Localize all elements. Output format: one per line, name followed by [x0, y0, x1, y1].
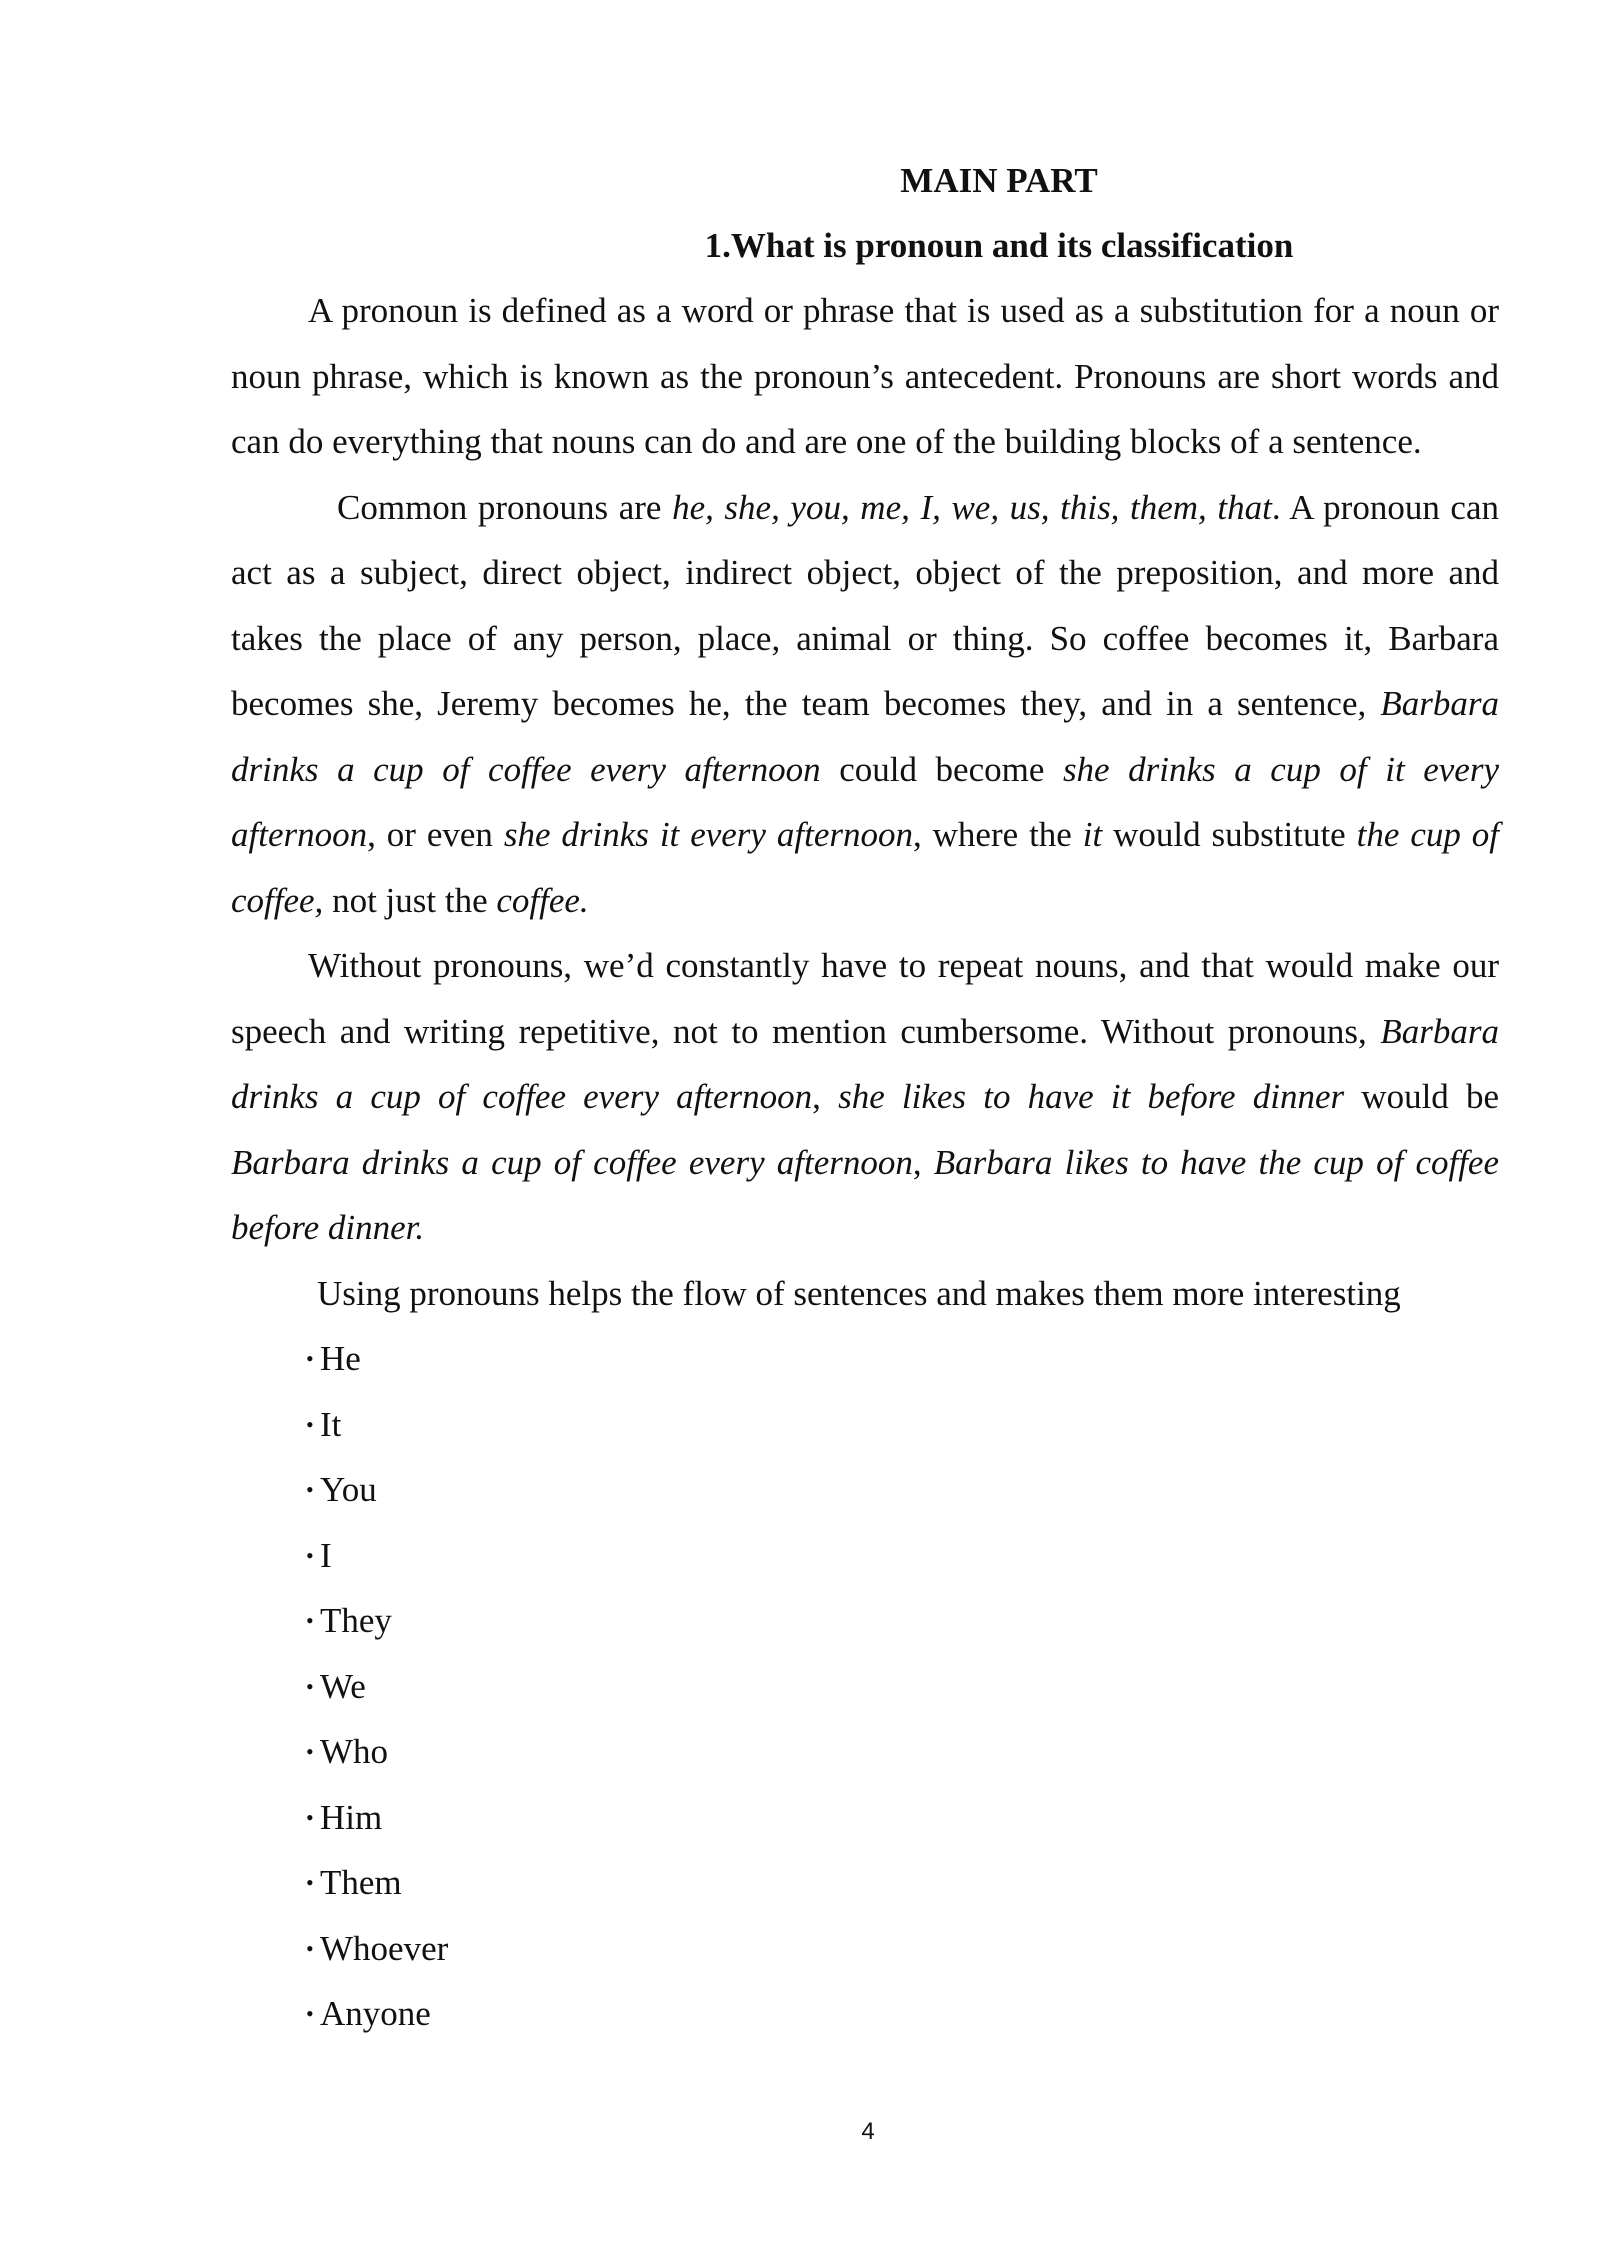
- text-run: Common pronouns are: [337, 487, 673, 527]
- text-run: , where the: [912, 815, 1083, 854]
- list-item: • It: [306, 1392, 1499, 1458]
- list-item: • Them: [306, 1850, 1499, 1916]
- text-run: . A pronoun can act as a subject, direct object, indirect object, object of the preposition, and more and takes the place of any person, place, animal or thing. So coffee becomes it, Barbara becomes she, Jeremy becomes he, the team becomes they, and in a sentence,: [231, 487, 1499, 723]
- list-item: • Who: [306, 1719, 1499, 1785]
- text-run: would substitute: [1102, 815, 1357, 854]
- bullet-icon: •: [306, 1411, 314, 1437]
- bullet-icon: •: [306, 1870, 314, 1895]
- text-run: A pronoun is defined as a word or phrase that is used as a substitution for a noun or noun phrase, which is known as the pronoun’s antecedent. Pronouns are short words and can do everything that nouns can do and are one of the building blocks of a sentence.: [231, 291, 1499, 461]
- part-heading: MAIN PART: [900, 161, 1098, 200]
- paragraph-definition: [231, 278, 1499, 475]
- bullet-icon: •: [306, 1935, 314, 1961]
- italic-text-run: Barbara drinks a cup of coffee every afternoon: [231, 1011, 1499, 1116]
- text-run: Using pronouns helps the flow of sentences and makes them more interesting: [317, 1273, 1401, 1313]
- text-run: ,: [812, 1077, 839, 1116]
- italic-text-run: it: [1082, 815, 1103, 854]
- bullet-icon: •: [306, 1804, 314, 1830]
- text-run: , or even: [367, 815, 504, 854]
- text-run: would be: [1344, 1077, 1499, 1116]
- list-item: • He: [306, 1326, 1499, 1392]
- text-run: Without pronouns, we’d constantly have to repeat nouns, and that would make our speech and writing repetitive, not to mention cumbersome. Without pronouns,: [231, 946, 1499, 1051]
- italic-text-run: Barbara likes to have the cup of coffee before dinner.: [231, 1142, 1500, 1247]
- text-run: could become: [820, 749, 1063, 789]
- italic-text-run: Barbara drinks a cup of coffee every afternoon: [231, 1142, 913, 1182]
- bullet-icon: •: [306, 1346, 314, 1371]
- paragraph-common-pronouns: [231, 475, 1499, 934]
- list-item: • Him: [306, 1785, 1499, 1851]
- paragraph-flow: [231, 1261, 1499, 1327]
- page-content: [231, 148, 1499, 2047]
- bullet-icon: •: [306, 1608, 314, 1633]
- italic-text-run: he, she, you, me, I, we, us, this, them, that: [672, 487, 1272, 527]
- list-item: • We: [306, 1654, 1499, 1720]
- page-number: 4: [861, 2118, 875, 2145]
- italic-text-run: she drinks it every afternoon: [503, 815, 913, 854]
- list-item: • I: [306, 1523, 1499, 1589]
- list-item: • You: [306, 1457, 1499, 1523]
- bullet-icon: •: [306, 1477, 314, 1502]
- pronoun-list: [231, 1326, 1499, 2047]
- text-run: not just the: [323, 880, 497, 920]
- list-item: • Anyone: [306, 1981, 1499, 2047]
- bullet-icon: •: [306, 1739, 314, 1764]
- paragraph-without-pronouns: [231, 933, 1499, 1261]
- heading-block: [365, 148, 1600, 278]
- italic-text-run: Barbara drinks a cup of coffee every afternoon: [231, 684, 1499, 789]
- italic-text-run: she likes to have it before dinner: [838, 1077, 1345, 1116]
- italic-text-run: she drinks a cup of it every afternoon: [231, 749, 1499, 854]
- bullet-icon: •: [306, 1673, 314, 1699]
- list-item: • They: [306, 1588, 1499, 1654]
- list-item: • Whoever: [306, 1916, 1499, 1982]
- italic-text-run: the cup of coffee,: [231, 815, 1499, 920]
- section-heading: 1.What is pronoun and its classification: [704, 226, 1294, 265]
- italic-text-run: coffee.: [496, 880, 589, 920]
- bullet-icon: •: [306, 1542, 314, 1568]
- bullet-icon: •: [306, 2001, 314, 2026]
- text-run: ,: [912, 1142, 934, 1182]
